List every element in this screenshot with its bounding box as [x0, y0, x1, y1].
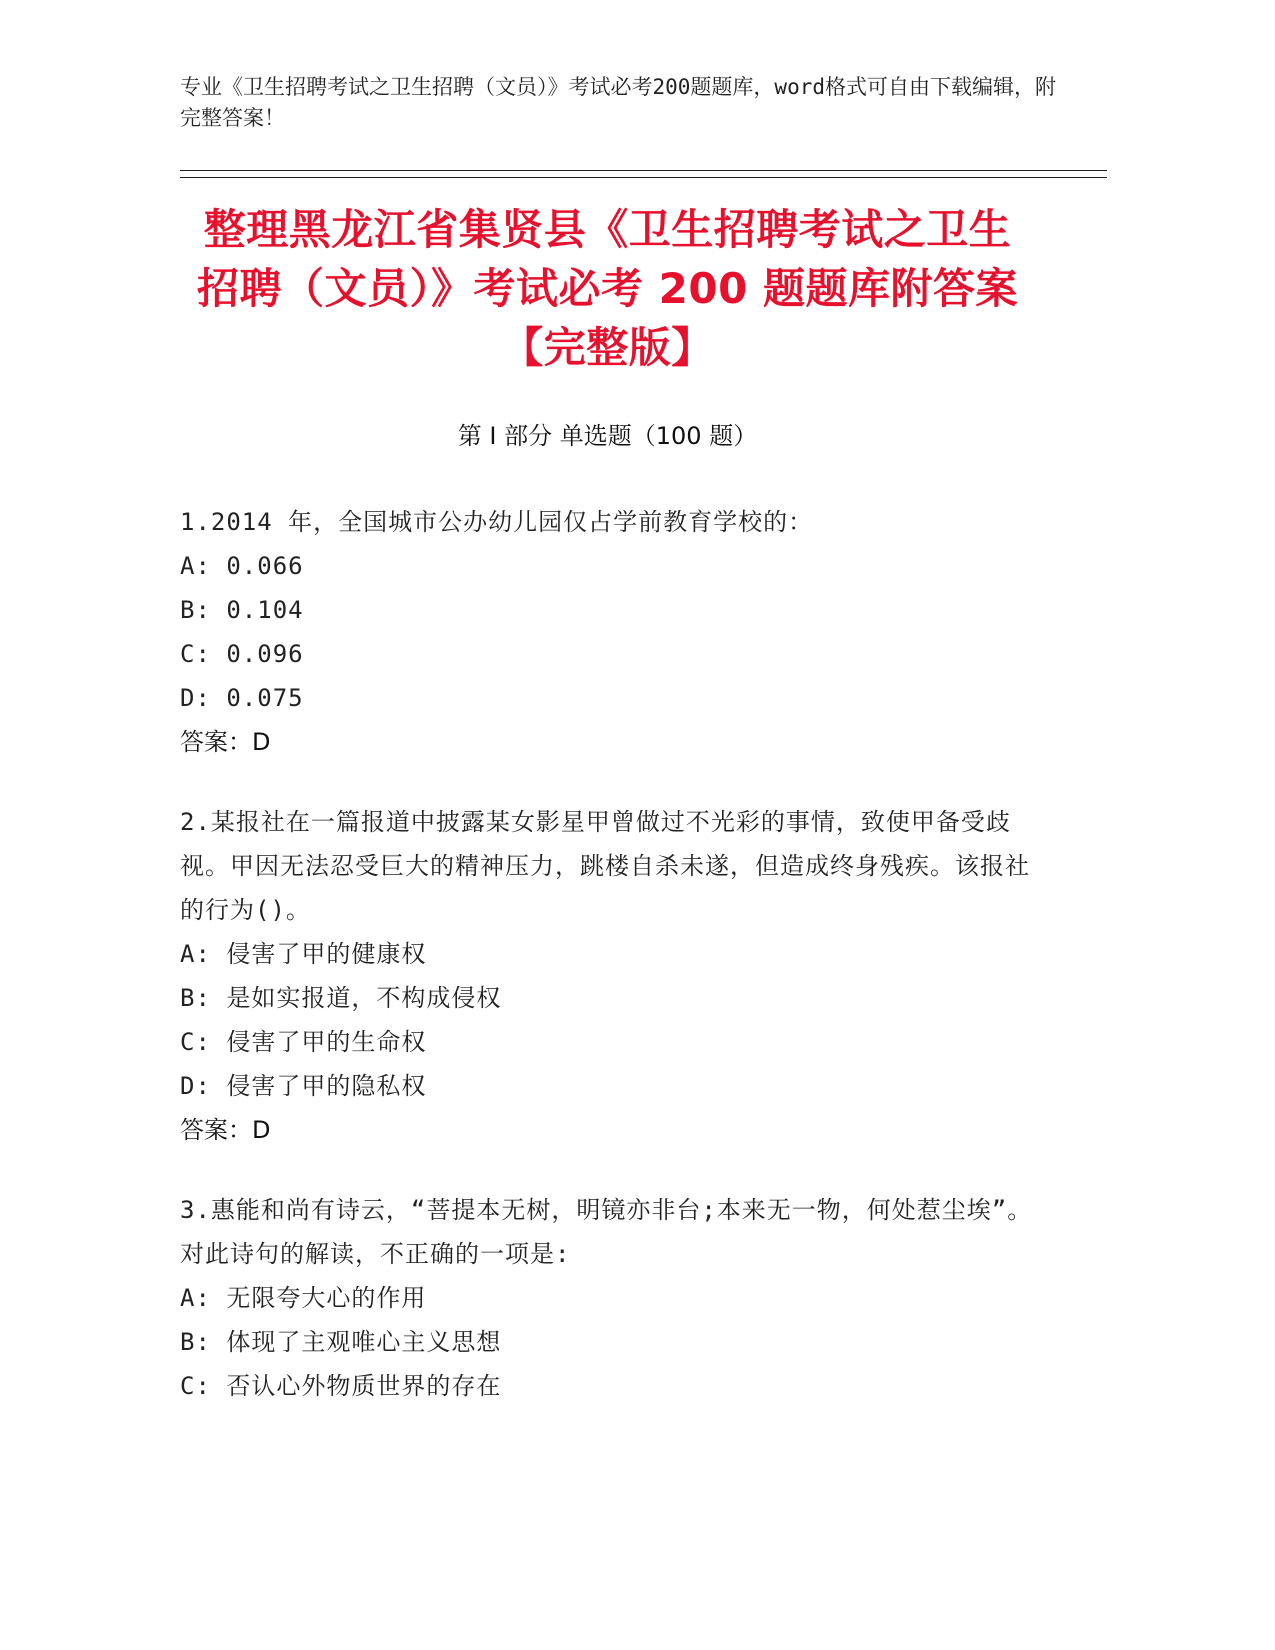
answer: 答案：D [180, 728, 271, 756]
header-divider-top [180, 170, 1107, 171]
option-a: A: 0.066 [180, 552, 304, 580]
option-c: C: 0.096 [180, 640, 304, 668]
option-c: C: 侵害了甲的生命权 [180, 1028, 427, 1056]
option-b: B: 体现了主观唯心主义思想 [180, 1328, 502, 1356]
title-line-2: 招聘（文员）》考试必考 200 题题库附答案 [197, 264, 1018, 313]
title-line-3: 【完整版】 [501, 323, 714, 372]
option-a: A: 无限夸大心的作用 [180, 1284, 427, 1312]
question-stem: 2.某报社在一篇报道中披露某女影星甲曾做过不光彩的事情，致使甲备受歧视。甲因无法忍受巨大的精神压力，跳楼自杀未遂，但造成终身残疾。该报社的行为()。 [180, 808, 1030, 924]
header-note: 专业《卫生招聘考试之卫生招聘（文员）》考试必考200题题库，word格式可自由下载编辑，附完整答案！ [180, 75, 1056, 130]
question-stem: 1.2014 年，全国城市公办幼儿园仅占学前教育学校的： [180, 508, 814, 536]
question-2 [180, 800, 1040, 1152]
option-c: C: 否认心外物质世界的存在 [180, 1372, 502, 1400]
question-list [180, 500, 1040, 1444]
title-line-1: 整理黑龙江省集贤县《卫生招聘考试之卫生 [203, 205, 1012, 254]
option-d: D: 侵害了甲的隐私权 [180, 1072, 427, 1100]
header-divider-bottom [180, 177, 1107, 178]
question-3 [180, 1188, 1040, 1408]
question-stem: 3.惠能和尚有诗云，“菩提本无树，明镜亦非台;本来无一物，何处惹尘埃”。对此诗句的解读，不正确的一项是: [180, 1196, 1033, 1268]
question-1 [180, 500, 1040, 764]
section-title: 第 I 部分 单选题（100 题） [457, 422, 758, 450]
option-d: D: 0.075 [180, 684, 304, 712]
option-a: A: 侵害了甲的健康权 [180, 940, 427, 968]
document-title [180, 200, 1035, 377]
option-b: B: 0.104 [180, 596, 304, 624]
option-b: B: 是如实报道，不构成侵权 [180, 984, 502, 1012]
answer: 答案：D [180, 1116, 271, 1144]
